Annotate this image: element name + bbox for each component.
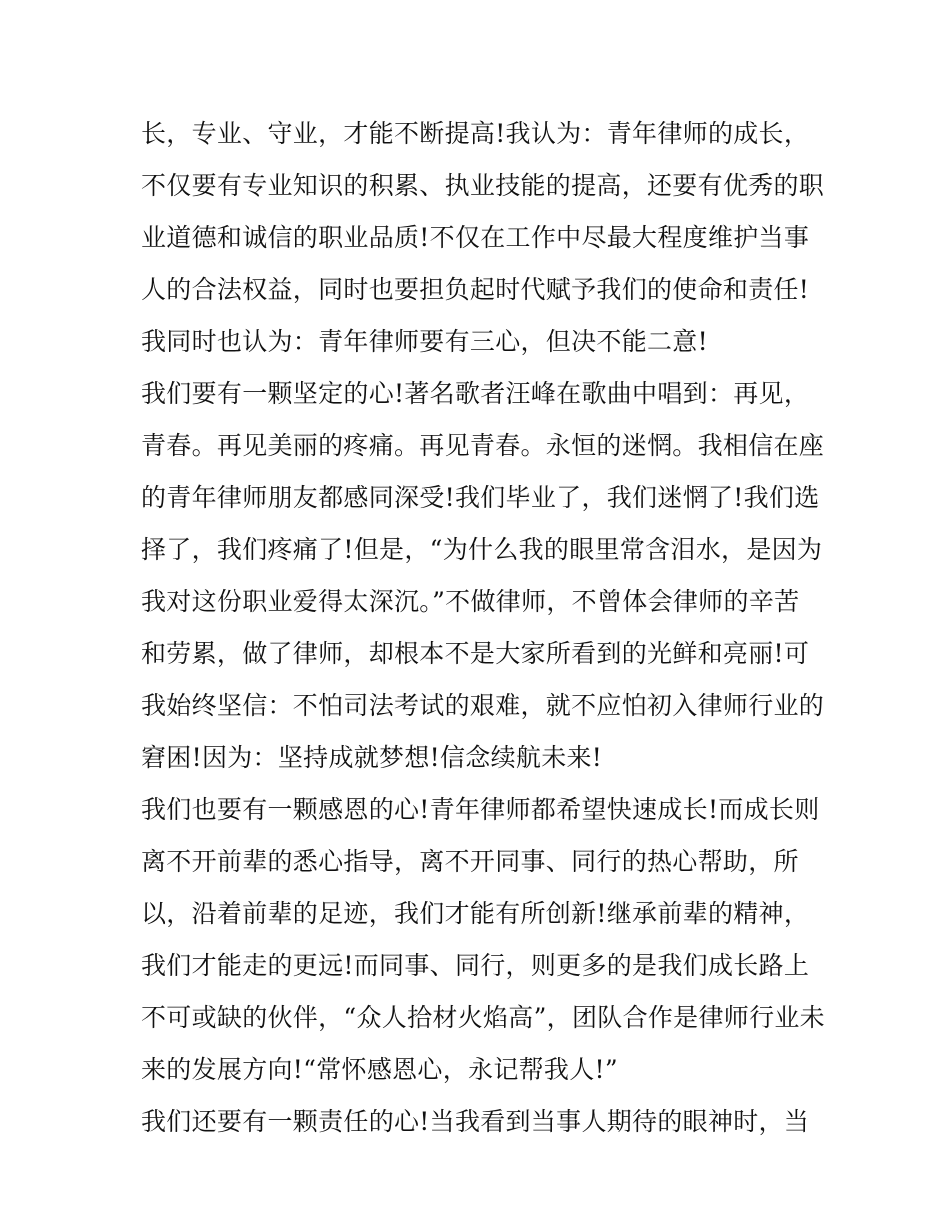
text-line: 人的合法权益，同时也要担负起时代赋予我们的使命和责任!	[141, 275, 810, 304]
text-line: 和劳累，做了律师，却根本不是大家所看到的光鲜和亮丽!可	[141, 639, 810, 668]
text-line: 青春。再见美丽的疼痛。再见青春。永恒的迷惘。我相信在座	[141, 431, 825, 460]
text-line: 我们才能走的更远!而同事、同行，则更多的是我们成长路上	[141, 951, 810, 980]
text-line: 不仅要有专业知识的积累、执业技能的提高，还要有优秀的职	[141, 171, 825, 200]
text-line: 的青年律师朋友都感同深受!我们毕业了，我们迷惘了!我们选	[141, 483, 820, 512]
text-line: 业道德和诚信的职业品质!不仅在工作中尽最大程度维护当事	[141, 223, 810, 252]
text-line: 来的发展方向!“常怀感恩心，永记帮我人!”	[141, 1055, 618, 1084]
text-line: 我始终坚信：不怕司法考试的艰难，就不应怕初入律师行业的	[141, 691, 825, 720]
body-text	[141, 108, 825, 1148]
text-line: 窘困!因为：坚持成就梦想!信念续航未来!	[141, 743, 603, 772]
text-line: 长，专业、守业，才能不断提高!我认为：青年律师的成长，	[141, 119, 810, 148]
text-line: 择了，我们疼痛了!但是，“为什么我的眼里常含泪水，是因为	[141, 535, 823, 564]
text-line: 我们也要有一颗感恩的心!青年律师都希望快速成长!而成长则	[141, 795, 820, 824]
text-line: 我对这份职业爱得太深沉。”不做律师，不曾体会律师的辛苦	[141, 587, 800, 616]
text-line: 我同时也认为：青年律师要有三心，但决不能二意!	[141, 327, 708, 356]
text-line: 不可或缺的伙伴，“众人拾材火焰高”，团队合作是律师行业未	[141, 1003, 825, 1032]
text-line: 以，沿着前辈的足迹，我们才能有所创新!继承前辈的精神，	[141, 899, 810, 928]
text-line: 离不开前辈的悉心指导，离不开同事、同行的热心帮助，所	[141, 847, 799, 876]
text-line: 我们要有一颗坚定的心!著名歌者汪峰在歌曲中唱到：再见，	[141, 379, 810, 408]
text-line: 我们还要有一颗责任的心!当我看到当事人期待的眼神时，当	[141, 1107, 810, 1136]
